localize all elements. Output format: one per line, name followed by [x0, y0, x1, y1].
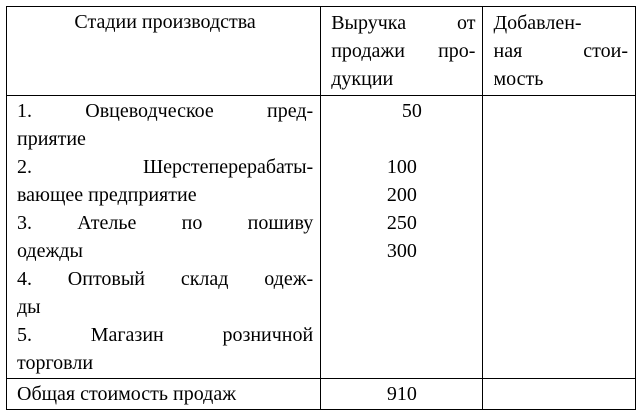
stage-line: приятие [17, 128, 86, 150]
added-value-cell [483, 96, 636, 379]
total-label: Общая стоимость продаж [7, 379, 321, 410]
header-revenue-line: Выручка от [331, 12, 476, 34]
revenue-cell [321, 96, 483, 379]
header-added-value-line: Добавлен- [493, 12, 582, 34]
stage-line: 1. Овцеводческое пред- [17, 100, 314, 122]
header-revenue [321, 7, 483, 96]
header-added-value-line: мость [493, 68, 544, 90]
header-row [7, 7, 636, 96]
revenue-value: 300 [386, 240, 417, 262]
stage-item [17, 265, 313, 321]
header-added-value-line: ная стои- [493, 40, 628, 62]
stage-item [17, 321, 313, 377]
header-revenue-line: продажи про- [331, 40, 476, 62]
total-row [7, 379, 636, 410]
total-added-value-cell [483, 379, 636, 410]
revenue-value: 100 [386, 156, 417, 178]
stage-line: торговли [17, 352, 94, 374]
value-added-table [6, 6, 636, 410]
stage-item [17, 97, 313, 153]
stage-item [17, 153, 313, 209]
stage-line: ды [17, 296, 41, 318]
header-revenue-line: дукции [331, 68, 394, 90]
table-row [7, 96, 636, 379]
stage-line: вающее предприятие [17, 184, 197, 206]
spacer [321, 125, 482, 153]
total-value: 910 [321, 379, 483, 410]
stage-line: 5. Магазин розничной [17, 324, 314, 346]
stage-line: одежды [17, 240, 83, 262]
revenue-value: 250 [386, 212, 417, 234]
revenue-value: 200 [386, 184, 417, 206]
stage-line: 2. Шерстеперерабаты- [17, 156, 314, 178]
header-stages-label: Стадии производства [74, 11, 256, 33]
header-stages [7, 7, 321, 96]
header-added-value [483, 7, 636, 96]
stage-item [17, 209, 313, 265]
revenue-value: 50 [401, 100, 422, 122]
stage-line: 3. Ателье по пошиву [17, 212, 314, 234]
stages-cell [7, 96, 321, 379]
stage-line: 4. Оптовый склад одеж- [17, 268, 314, 290]
